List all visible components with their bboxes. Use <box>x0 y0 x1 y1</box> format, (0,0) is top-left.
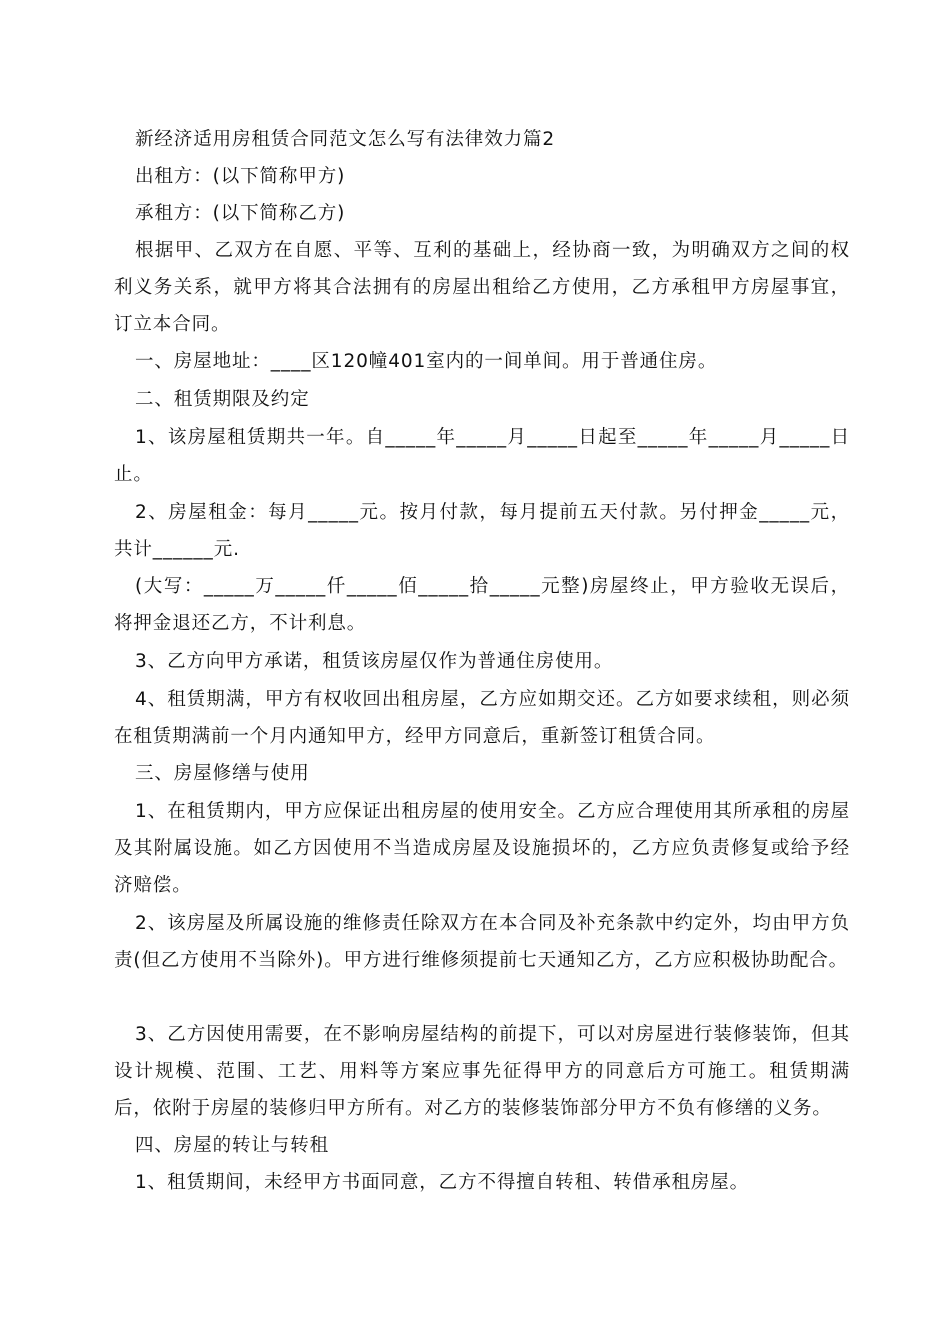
clause-2-2-amount: (大写：_____万_____仟_____佰_____拾_____元整)房屋终止，甲方验收无误后，将押金退还乙方，不计利息。 <box>114 576 850 634</box>
clause-3-1: 1、在租赁期内，甲方应保证出租房屋的使用安全。乙方应合理使用其所承租的房屋及其附属设施。如乙方因使用不当造成房屋及设施损坏的，乙方应负责修复或给予经济赔偿。 <box>114 801 850 896</box>
clause-2-1: 1、该房屋租赁期共一年。自_____年_____月_____日起至_____年_____月_____日止。 <box>114 427 850 485</box>
lessor-line: 出租方：(以下简称甲方) <box>135 166 346 187</box>
clause-4-1: 1、租赁期间，未经甲方书面同意，乙方不得擅自转租、转借承租房屋。 <box>135 1172 750 1193</box>
clause-2-2: 2、房屋租金：每月_____元。按月付款，每月提前五天付款。另付押金_____元，共计______元. <box>114 502 850 560</box>
document-title: 新经济适用房租赁合同范文怎么写有法律效力篇2 <box>135 129 556 150</box>
clause-2-4: 4、租赁期满，甲方有权收回出租房屋，乙方应如期交还。乙方如要求续租，则必须在租赁期满前一个月内通知甲方，经甲方同意后，重新签订租赁合同。 <box>114 689 850 747</box>
preamble-paragraph: 根据甲、乙双方在自愿、平等、互利的基础上，经协商一致，为明确双方之间的权利义务关系，就甲方将其合法拥有的房屋出租给乙方使用，乙方承租甲方房屋事宜，订立本合同。 <box>114 240 850 335</box>
lessee-line: 承租方：(以下简称乙方) <box>135 203 346 224</box>
section-1-address: 一、房屋地址：____区120幢401室内的一间单间。用于普通住房。 <box>135 351 718 372</box>
section-3-heading: 三、房屋修缮与使用 <box>135 763 310 784</box>
section-2-heading: 二、租赁期限及约定 <box>135 389 310 410</box>
clause-3-2: 2、该房屋及所属设施的维修责任除双方在本合同及补充条款中约定外，均由甲方负责(但乙方使用不当除外)。甲方进行维修须提前七天通知乙方，乙方应积极协助配合。 <box>114 913 850 971</box>
clause-3-3: 3、乙方因使用需要，在不影响房屋结构的前提下，可以对房屋进行装修装饰，但其设计规模、范围、工艺、用料等方案应事先征得甲方的同意后方可施工。租赁期满后，依附于房屋的装修归甲方所有。对乙方的装修装饰部分甲方不负有修缮的义务。 <box>114 1024 850 1119</box>
section-4-heading: 四、房屋的转让与转租 <box>135 1135 330 1156</box>
clause-2-3: 3、乙方向甲方承诺，租赁该房屋仅作为普通住房使用。 <box>135 651 614 672</box>
